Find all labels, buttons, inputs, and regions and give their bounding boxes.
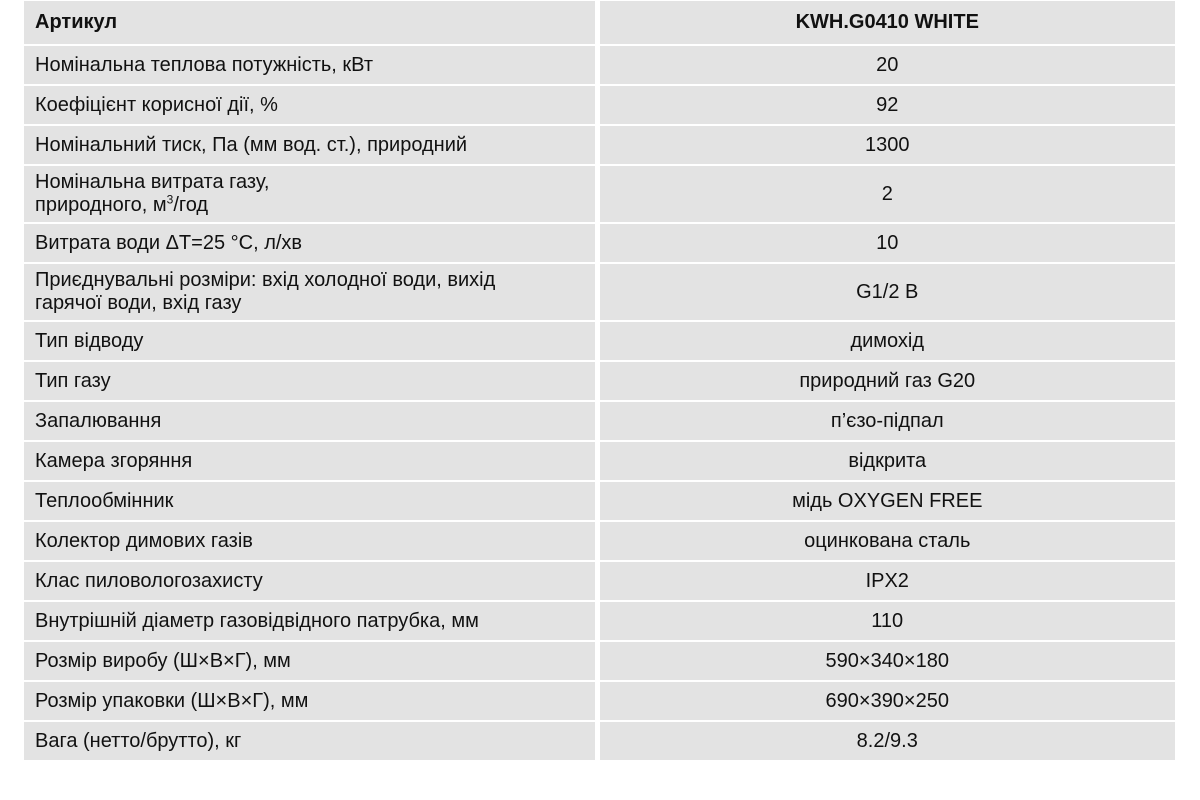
table-row bbox=[24, 521, 1175, 561]
row-value: оцинкована сталь bbox=[597, 521, 1175, 561]
row-label: Клас пиловологозахисту bbox=[24, 561, 597, 601]
row-value: п’єзо-підпал bbox=[597, 401, 1175, 441]
row-value: 20 bbox=[597, 45, 1175, 85]
table-row bbox=[24, 361, 1175, 401]
row-value: 110 bbox=[597, 601, 1175, 641]
header-value: KWH.G0410 WHITE bbox=[597, 1, 1175, 45]
row-label bbox=[24, 263, 597, 321]
row-value: природний газ G20 bbox=[597, 361, 1175, 401]
row-value: IPX2 bbox=[597, 561, 1175, 601]
table-row bbox=[24, 263, 1175, 321]
row-label: Тип газу bbox=[24, 361, 597, 401]
row-label bbox=[24, 165, 597, 223]
row-label: Вага (нетто/брутто), кг bbox=[24, 721, 597, 761]
row-value: відкрита bbox=[597, 441, 1175, 481]
row-label-line2-post: /год bbox=[173, 194, 209, 216]
table-header-row bbox=[24, 1, 1175, 45]
row-value: 590×340×180 bbox=[597, 641, 1175, 681]
header-label: Артикул bbox=[24, 1, 597, 45]
spec-table bbox=[24, 1, 1175, 762]
table-row bbox=[24, 601, 1175, 641]
table-row bbox=[24, 681, 1175, 721]
row-label-line1: Номінальна витрата газу, bbox=[35, 171, 270, 193]
row-label-line2-pre: природного, м bbox=[35, 194, 167, 216]
row-label: Тип відводу bbox=[24, 321, 597, 361]
table-row bbox=[24, 85, 1175, 125]
table-row bbox=[24, 641, 1175, 681]
row-value: мідь OXYGEN FREE bbox=[597, 481, 1175, 521]
row-label: Внутрішній діаметр газовідвідного патрубка, мм bbox=[24, 601, 597, 641]
row-label: Витрата води ΔT=25 °C, л/хв bbox=[24, 223, 597, 263]
row-label: Колектор димових газів bbox=[24, 521, 597, 561]
row-value: 690×390×250 bbox=[597, 681, 1175, 721]
row-label: Камера згоряння bbox=[24, 441, 597, 481]
row-label-line2: гарячої води, вхід газу bbox=[35, 292, 242, 314]
table-row bbox=[24, 165, 1175, 223]
row-value: 92 bbox=[597, 85, 1175, 125]
row-value: 2 bbox=[597, 165, 1175, 223]
table-row bbox=[24, 441, 1175, 481]
row-value: 1300 bbox=[597, 125, 1175, 165]
table-row bbox=[24, 45, 1175, 85]
row-value: 10 bbox=[597, 223, 1175, 263]
table-row bbox=[24, 321, 1175, 361]
row-value: 8.2/9.3 bbox=[597, 721, 1175, 761]
table-row bbox=[24, 223, 1175, 263]
table-row bbox=[24, 481, 1175, 521]
row-label: Теплообмінник bbox=[24, 481, 597, 521]
table-row bbox=[24, 401, 1175, 441]
table-row bbox=[24, 721, 1175, 761]
row-label: Номінальний тиск, Па (мм вод. ст.), природний bbox=[24, 125, 597, 165]
row-label: Номінальна теплова потужність, кВт bbox=[24, 45, 597, 85]
row-label: Коефіцієнт корисної дії, % bbox=[24, 85, 597, 125]
row-label-superscript: 3 bbox=[166, 192, 174, 207]
row-label-line1: Приєднувальні розміри: вхід холодної води, вихід bbox=[35, 269, 496, 291]
row-value: G1/2 B bbox=[597, 263, 1175, 321]
row-value: димохід bbox=[597, 321, 1175, 361]
table-row bbox=[24, 561, 1175, 601]
row-label: Розмір виробу (Ш×В×Г), мм bbox=[24, 641, 597, 681]
row-label: Розмір упаковки (Ш×В×Г), мм bbox=[24, 681, 597, 721]
row-label: Запалювання bbox=[24, 401, 597, 441]
table-row bbox=[24, 125, 1175, 165]
